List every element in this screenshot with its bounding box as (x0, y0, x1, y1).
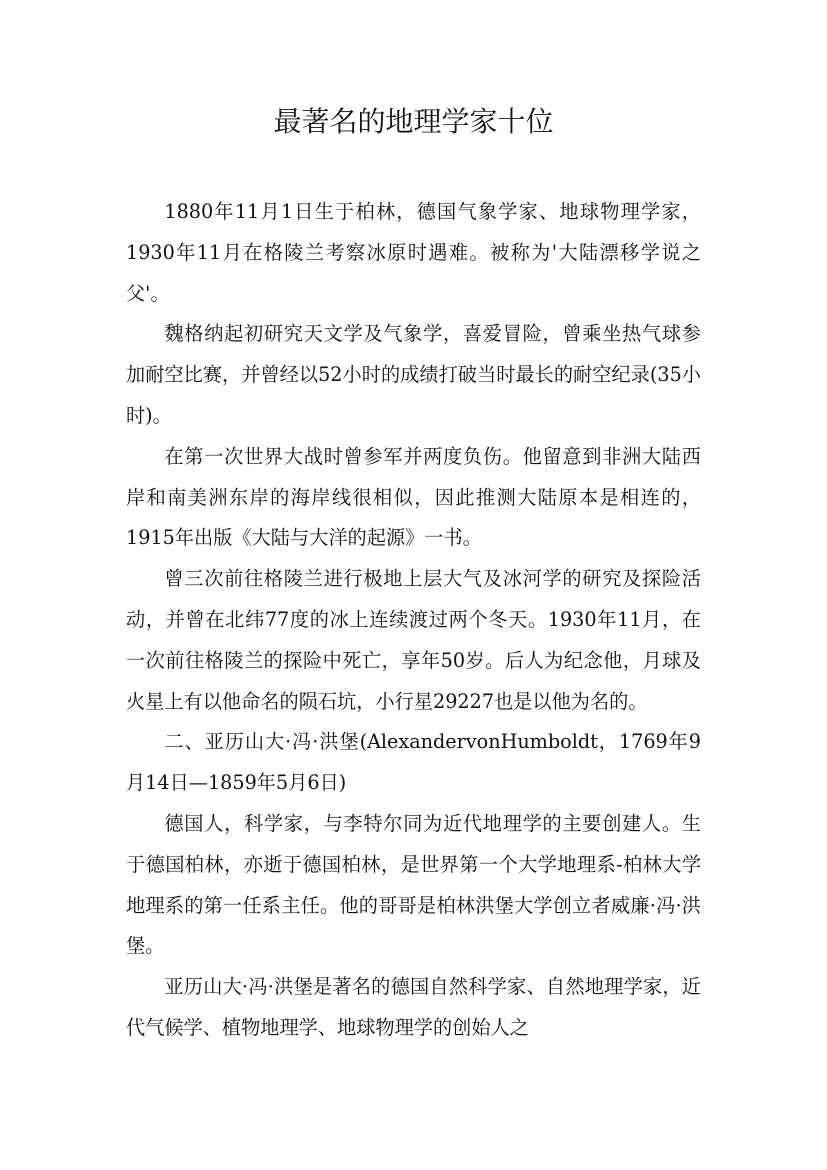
paragraph-7: 亚历山大·冯·洪堡是著名的德国自然科学家、自然地理学家，近代气候学、植物地理学、地球物理学的创始人之 (126, 975, 701, 1039)
paragraph-5: 二、亚历山大·冯·洪堡(AlexandervonHumboldt，1769年9月14日—1859年5月6日) (126, 730, 701, 795)
paragraph-2: 魏格纳起初研究天文学及气象学，喜爱冒险，曾乘坐热气球参加耐空比赛，并曾经以52小时的成绩打破当时最长的耐空纪录(35小时)。 (126, 322, 701, 427)
document-title: 最著名的地理学家十位 (273, 105, 554, 138)
paragraph-6: 德国人，科学家，与李特尔同为近代地理学的主要创建人。生于德国柏林，亦逝于德国柏林，是世界第一个大学地理系-柏林大学地理系的第一任系主任。他的哥哥是柏林洪堡大学创立者威廉·冯·洪堡。 (126, 811, 701, 958)
document-body (126, 192, 701, 1049)
paragraph-3: 在第一次世界大战时曾参军并两度负伤。他留意到非洲大陆西岸和南美洲东岸的海岸线很相似，因此推测大陆原本是相连的，1915年出版《大陆与大洋的起源》一书。 (126, 444, 701, 550)
paragraph-4: 曾三次前往格陵兰进行极地上层大气及冰河学的研究及探险活动，并曾在北纬77度的冰上连续渡过两个冬天。1930年11月，在一次前往格陵兰的探险中死亡，享年50岁。后人为纪念他，月球及火星上有以他命名的陨石坑，小行星29227也是以他为名的。 (126, 567, 701, 713)
paragraph-1: 1880年11月1日生于柏林，德国气象学家、地球物理学家，1930年11月在格陵兰考察冰原时遇难。被称为'大陆漂移学说之父'。 (126, 200, 701, 305)
